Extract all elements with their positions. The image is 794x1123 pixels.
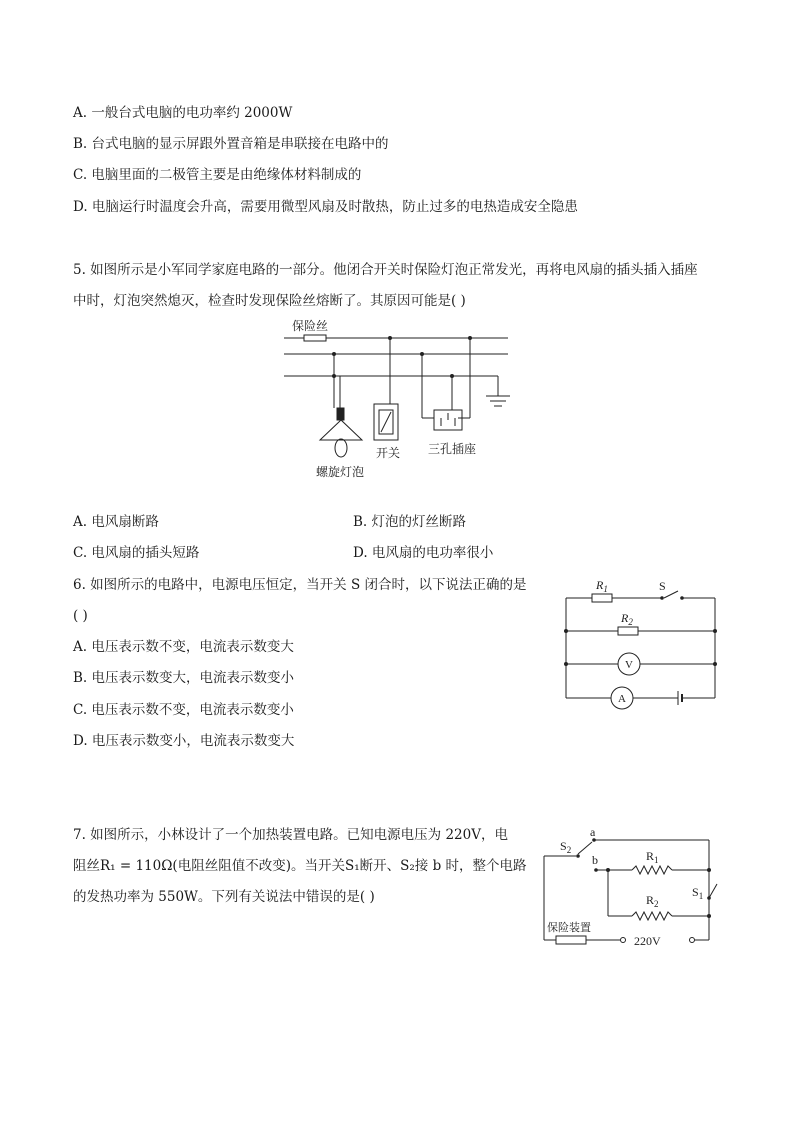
q4-option-b: B. 台式电脑的显示屏跟外置音箱是串联接在电路中的: [73, 136, 389, 152]
svg-text:R1: [646, 849, 659, 865]
r2-label: R: [646, 893, 655, 907]
bulb-socket: [337, 408, 344, 420]
ammeter-label: A: [618, 693, 626, 705]
lamp-shade: [320, 420, 362, 440]
q6-option-a: A. 电压表示数不变，电流表示数变大: [73, 639, 294, 655]
fuse-device: [556, 936, 586, 944]
s1-subscript: 1: [698, 891, 704, 901]
s2-label: S: [560, 839, 567, 853]
svg-text:S1: [692, 885, 703, 901]
q4-option-a: A. 一般台式电脑的电功率约 2000W: [73, 105, 293, 121]
voltmeter-label: V: [625, 659, 633, 671]
socket-label: 三孔插座: [428, 442, 477, 456]
svg-text:S2: [560, 839, 571, 855]
b-label: b: [592, 853, 598, 867]
r1-subscript: 1: [603, 584, 608, 594]
q5-option-b: B. 灯泡的灯丝断路: [353, 514, 467, 530]
q6-circuit-figure: [558, 574, 724, 716]
r2-label: R: [621, 611, 629, 625]
bulb-label: 螺旋灯泡: [316, 465, 365, 479]
q4-option-c: C. 电脑里面的二极管主要是由绝缘体材料制成的: [73, 167, 362, 183]
svg-text:R1: [595, 578, 608, 594]
r1-resistor: [592, 594, 612, 602]
q5-option-a: A. 电风扇断路: [73, 514, 159, 530]
voltage-label: 220V: [634, 934, 661, 948]
r1-resistor: [632, 866, 672, 874]
q7-stem-line2: 阻丝R₁ = 110Ω(电阻丝阻值不改变)。当开关S₁断开、S₂接 b 时，整个电路: [73, 858, 527, 874]
r2-resistor: [632, 912, 672, 920]
q6-option-c: C. 电压表示数不变，电流表示数变小: [73, 702, 294, 718]
r1-label: R: [596, 578, 604, 592]
svg-text:R2: [646, 893, 659, 909]
s1-label: S: [692, 885, 699, 899]
fuse-symbol: [304, 335, 326, 341]
q7-stem-line3: 的发热功率为 550W。下列有关说法中错误的是( ): [73, 889, 375, 905]
switch-s-label: S: [659, 579, 666, 593]
q7-heater-circuit-figure: [536, 822, 722, 954]
terminal-left: [621, 938, 626, 943]
q5-household-circuit-figure: [270, 312, 520, 484]
switch-label: 开关: [376, 446, 401, 460]
q5-stem-line2: 中时，灯泡突然熄灭，检查时发现保险丝熔断了。其原因可能是( ): [73, 293, 466, 309]
r2-subscript: 2: [628, 617, 633, 627]
bulb-glass: [335, 439, 347, 457]
r2-resistor: [618, 627, 638, 635]
svg-text:R2: [620, 611, 633, 627]
r1-label: R: [646, 849, 655, 863]
q6-stem-line1: 6. 如图所示的电路中，电源电压恒定，当开关 S 闭合时，以下说法正确的是: [73, 577, 527, 593]
q5-option-d: D. 电风扇的电功率很小: [353, 545, 494, 561]
q6-option-b: B. 电压表示数变大，电流表示数变小: [73, 670, 295, 686]
a-label: a: [590, 825, 596, 839]
q6-option-d: D. 电压表示数变小，电流表示数变大: [73, 733, 295, 749]
q7-stem-line1: 7. 如图所示，小林设计了一个加热装置电路。已知电源电压为 220V，电: [73, 827, 508, 843]
q4-option-d: D. 电脑运行时温度会升高，需要用微型风扇及时散热，防止过多的电热造成安全隐患: [73, 199, 578, 215]
q5-option-c: C. 电风扇的插头短路: [73, 545, 200, 561]
terminal-right: [690, 938, 695, 943]
r1-subscript: 1: [654, 855, 659, 865]
q6-stem-line2: ( ): [73, 608, 88, 624]
fuse-device-label: 保险装置: [547, 921, 591, 934]
s2-subscript: 2: [566, 845, 572, 855]
r2-subscript: 2: [654, 899, 659, 909]
q5-stem-line1: 5. 如图所示是小军同学家庭电路的一部分。他闭合开关时保险灯泡正常发光，再将电风扇的插头插入插座: [73, 262, 698, 278]
fuse-label: 保险丝: [292, 319, 329, 333]
